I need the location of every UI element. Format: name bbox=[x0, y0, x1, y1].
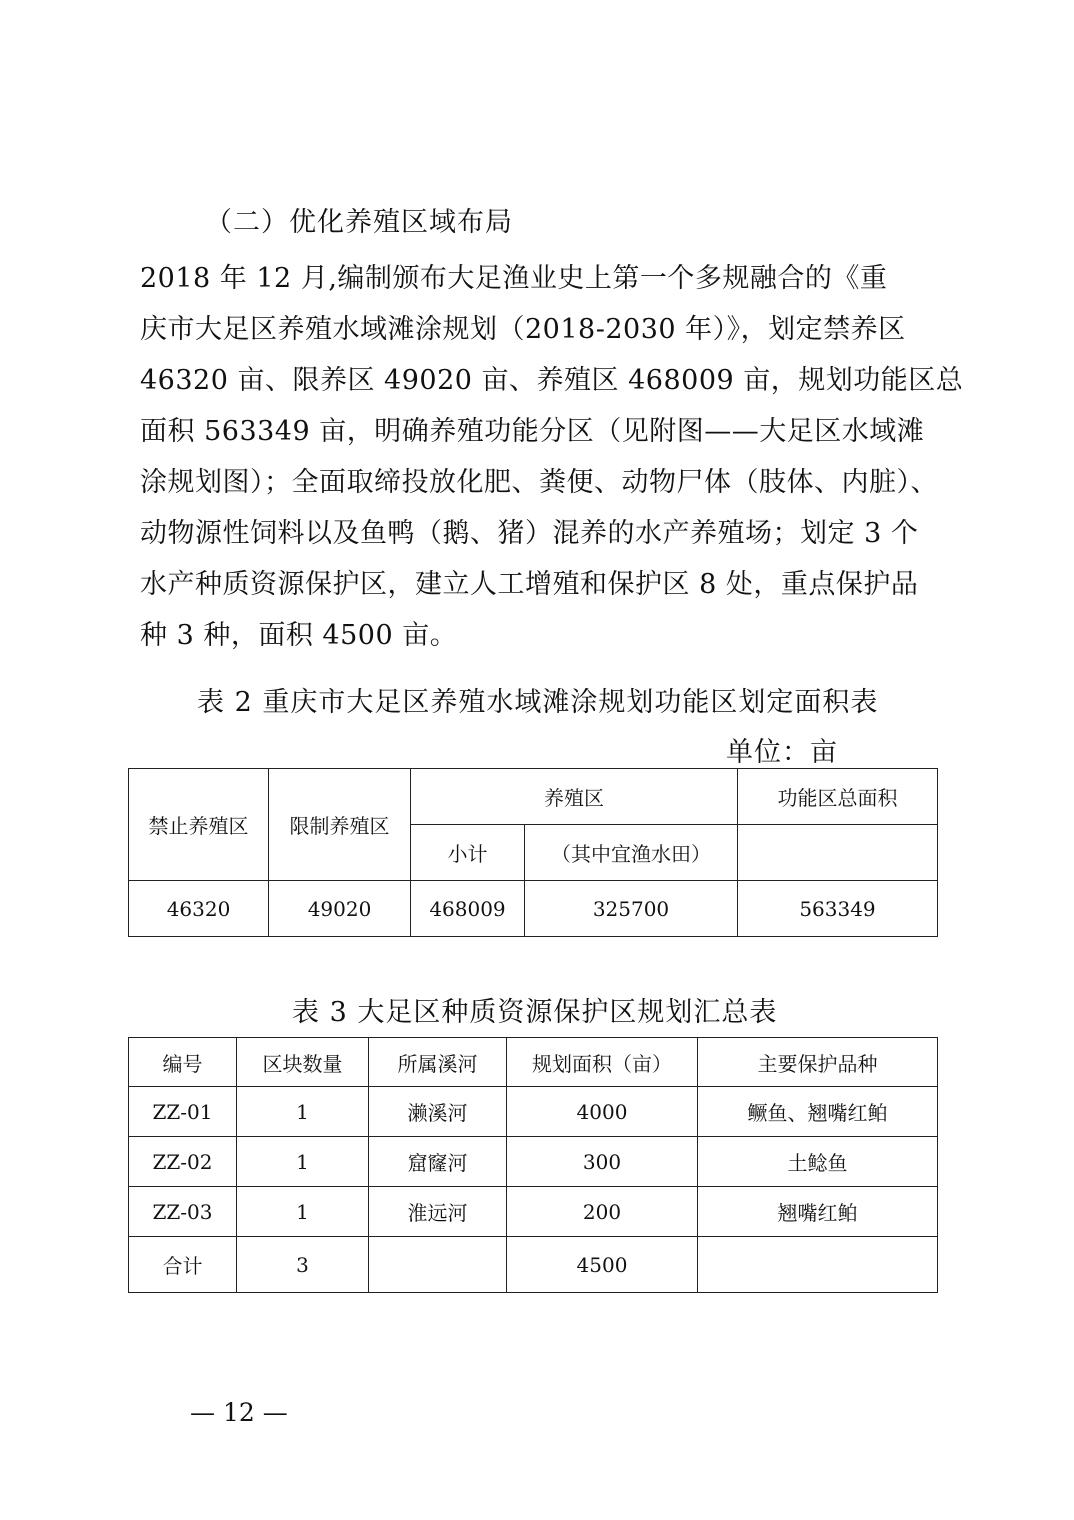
table-cell: 合计 bbox=[129, 1237, 237, 1293]
header-subtotal: 小计 bbox=[411, 825, 525, 881]
table-cell: 563349 bbox=[738, 881, 938, 937]
header-restricted-zone: 限制养殖区 bbox=[269, 769, 411, 881]
paragraph-line: 2018 年 12 月,编制颁布大足渔业史上第一个多规融合的《重 bbox=[140, 263, 888, 294]
table-cell: 濑溪河 bbox=[369, 1087, 507, 1137]
table-row bbox=[129, 1187, 938, 1237]
table-cell: 46320 bbox=[129, 881, 269, 937]
table-cell: 300 bbox=[507, 1137, 698, 1187]
table-row bbox=[129, 1087, 938, 1137]
table-cell: 325700 bbox=[525, 881, 738, 937]
paragraph-line: 水产种质资源保护区，建立人工增殖和保护区 8 处，重点保护品 bbox=[140, 569, 919, 600]
table3-caption: 表 3 大足区种质资源保护区规划汇总表 bbox=[292, 997, 778, 1028]
table-cell: 468009 bbox=[411, 881, 525, 937]
table-cell: 翘嘴红鲌 bbox=[698, 1187, 938, 1237]
header-protected-species: 主要保护品种 bbox=[698, 1038, 938, 1087]
paragraph-line: 涂规划图）；全面取缔投放化肥、粪便、动物尸体（肢体、内脏）、 bbox=[140, 467, 938, 498]
table-cell: 1 bbox=[237, 1137, 369, 1187]
header-river: 所属溪河 bbox=[369, 1038, 507, 1087]
paragraph-line: 动物源性饲料以及鱼鸭（鹅、猪）混养的水产养殖场；划定 3 个 bbox=[140, 518, 919, 549]
header-block-count: 区块数量 bbox=[237, 1038, 369, 1087]
zoning-area-table bbox=[128, 768, 938, 937]
table-cell: ZZ-03 bbox=[129, 1187, 237, 1237]
paragraph-line: 面积 563349 亩，明确养殖功能分区（见附图——大足区水域滩 bbox=[140, 416, 925, 447]
table2-caption: 表 2 重庆市大足区养殖水域滩涂规划功能区划定面积表 bbox=[197, 687, 879, 718]
header-prohibited-zone: 禁止养殖区 bbox=[129, 769, 269, 881]
table2-unit: 单位：亩 bbox=[726, 737, 838, 768]
table-cell: 窟窿河 bbox=[369, 1137, 507, 1187]
table-cell: ZZ-01 bbox=[129, 1087, 237, 1137]
table-cell: 3 bbox=[237, 1237, 369, 1293]
table-cell: 鳜鱼、翘嘴红鲌 bbox=[698, 1087, 938, 1137]
table-cell: 4000 bbox=[507, 1087, 698, 1137]
table-cell: 1 bbox=[237, 1187, 369, 1237]
table-cell bbox=[369, 1237, 507, 1293]
germplasm-reserve-table bbox=[128, 1037, 938, 1293]
section-heading: （二）优化养殖区域布局 bbox=[205, 207, 513, 238]
table-cell: 49020 bbox=[269, 881, 411, 937]
paragraph-line: 庆市大足区养殖水域滩涂规划（2018-2030 年）》，划定禁养区 bbox=[140, 314, 906, 345]
page-number: — 12 — bbox=[190, 1398, 288, 1427]
table-cell: 淮远河 bbox=[369, 1187, 507, 1237]
table-cell bbox=[698, 1237, 938, 1293]
header-total-area: 功能区总面积 bbox=[738, 769, 938, 825]
table-cell: ZZ-02 bbox=[129, 1137, 237, 1187]
table-row bbox=[129, 1237, 938, 1293]
table-cell: 200 bbox=[507, 1187, 698, 1237]
header-paddy-field: （其中宜渔水田） bbox=[525, 825, 738, 881]
table-row bbox=[129, 1137, 938, 1187]
table-cell: 土鲶鱼 bbox=[698, 1137, 938, 1187]
header-empty-cell bbox=[738, 825, 938, 881]
header-planned-area: 规划面积（亩） bbox=[507, 1038, 698, 1087]
table-row bbox=[129, 881, 938, 937]
paragraph-line: 46320 亩、限养区 49020 亩、养殖区 468009 亩，规划功能区总 bbox=[140, 365, 964, 396]
table-cell: 4500 bbox=[507, 1237, 698, 1293]
paragraph-line: 种 3 种，面积 4500 亩。 bbox=[140, 620, 458, 651]
table-cell: 1 bbox=[237, 1087, 369, 1137]
header-aquaculture-zone: 养殖区 bbox=[411, 769, 738, 825]
header-code: 编号 bbox=[129, 1038, 237, 1087]
